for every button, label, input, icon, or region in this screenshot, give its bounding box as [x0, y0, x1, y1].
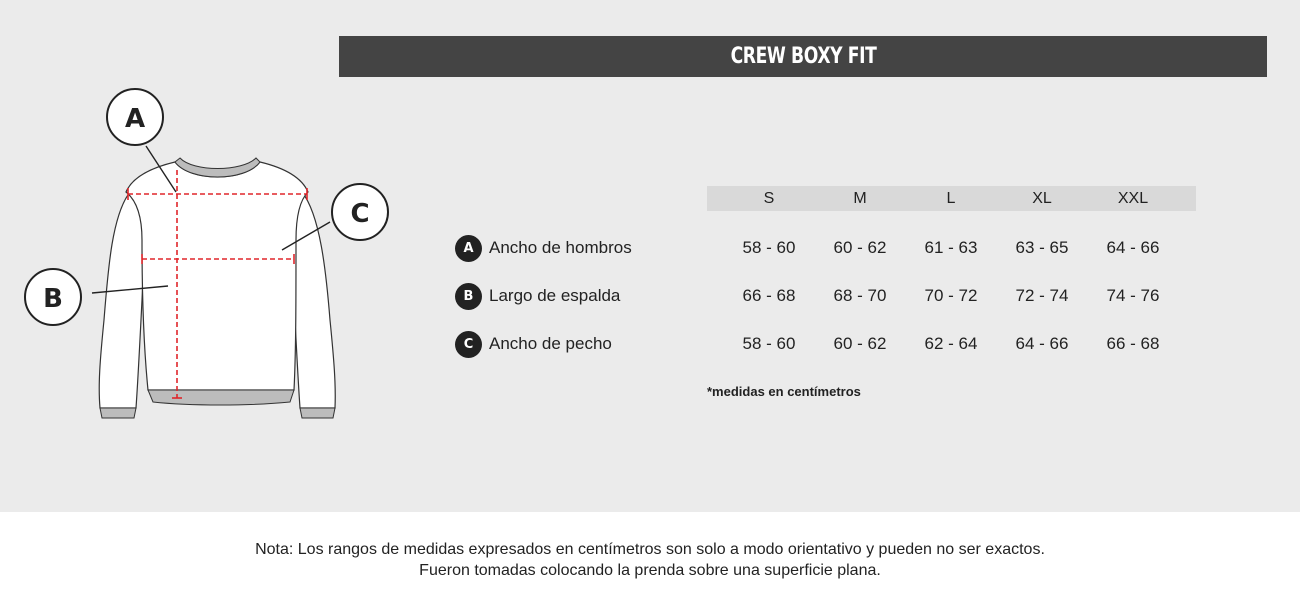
size-header-xl: XL [1032, 190, 1052, 207]
marker-c-badge: C [455, 331, 482, 358]
right-cuff [300, 408, 335, 418]
table-cell: 64 - 66 [1106, 238, 1160, 257]
units-note: *medidas en centímetros [707, 384, 861, 399]
table-cell: 72 - 74 [1015, 286, 1069, 305]
table-cell: 62 - 64 [924, 334, 978, 353]
disclaimer-note [0, 539, 1300, 581]
row-label-text: Ancho de hombros [489, 238, 632, 257]
table-cell: 66 - 68 [742, 286, 796, 305]
table-cell: 58 - 60 [742, 238, 796, 257]
table-cell: 61 - 63 [924, 238, 978, 257]
row-label-shoulder-width [455, 234, 632, 262]
table-cell: 63 - 65 [1015, 238, 1069, 257]
right-sleeve [293, 192, 336, 408]
table-cell: 70 - 72 [924, 286, 978, 305]
page-title: CREW BOXY FIT [730, 44, 876, 69]
table-cell: 60 - 62 [833, 238, 887, 257]
size-header-xxl: XXL [1117, 190, 1149, 207]
sweater-illustration [0, 80, 420, 440]
marker-a-badge: A [455, 235, 482, 262]
disclaimer-line-2: Fueron tomadas colocando la prenda sobre una superficie plana. [419, 562, 881, 579]
table-cell: 68 - 70 [833, 286, 887, 305]
row-label-text: Ancho de pecho [489, 334, 612, 353]
row-label-chest-width [455, 330, 612, 358]
size-header-s: S [763, 190, 775, 207]
table-cell: 66 - 68 [1106, 334, 1160, 353]
size-header-m: M [853, 190, 867, 207]
hem-rib [148, 390, 294, 405]
table-cell: 60 - 62 [833, 334, 887, 353]
disclaimer-line-1: Nota: Los rangos de medidas expresados en centímetros son solo a modo orientativo y pueden no ser exactos. [255, 541, 1045, 558]
callout-b: B [43, 284, 63, 314]
table-cell: 58 - 60 [742, 334, 796, 353]
marker-b-badge: B [455, 283, 482, 310]
title-bar [339, 36, 1267, 77]
callout-a: A [124, 104, 146, 134]
left-sleeve [99, 192, 143, 408]
sweater-body [126, 162, 308, 390]
callout-c: C [350, 199, 370, 229]
size-header-l: L [946, 190, 956, 207]
table-cell: 74 - 76 [1106, 286, 1160, 305]
row-label-back-length [455, 282, 620, 310]
left-cuff [100, 408, 136, 418]
row-label-text: Largo de espalda [489, 286, 621, 305]
table-cell: 64 - 66 [1015, 334, 1069, 353]
